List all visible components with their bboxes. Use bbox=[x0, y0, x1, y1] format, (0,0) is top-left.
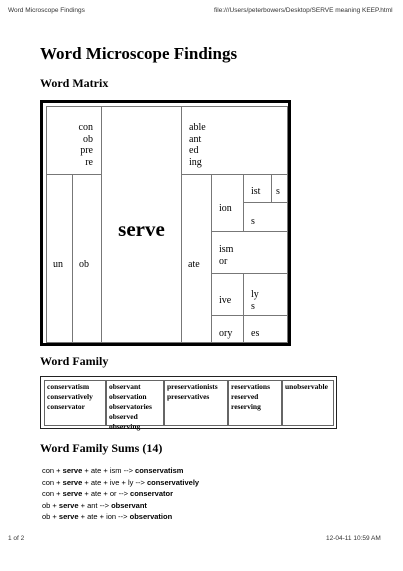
word-sum-row bbox=[42, 511, 199, 523]
matrix-suffixes-top bbox=[181, 106, 288, 175]
plus-sign: + bbox=[101, 466, 110, 475]
matrix-suffix-ive bbox=[211, 273, 244, 316]
arrow: --> bbox=[133, 477, 147, 487]
sum-result: observation bbox=[129, 512, 173, 522]
plus-sign: + bbox=[82, 466, 91, 475]
matrix-suffix: able bbox=[189, 122, 206, 133]
family-column bbox=[44, 380, 106, 426]
family-word: observed bbox=[109, 412, 138, 421]
family-word: reservations bbox=[231, 382, 271, 391]
plus-sign: + bbox=[78, 512, 88, 522]
matrix-suffix-ly-s bbox=[243, 273, 288, 316]
word-sums-list bbox=[42, 465, 199, 523]
plus-sign: + bbox=[54, 489, 63, 499]
page-title: Word Microscope Findings bbox=[40, 44, 238, 63]
plus-sign: + bbox=[101, 477, 110, 487]
word-family-table bbox=[40, 376, 337, 429]
morpheme: ive bbox=[109, 477, 120, 487]
arrow: --> bbox=[121, 466, 136, 475]
word-sum-row bbox=[42, 477, 199, 489]
morpheme: con bbox=[42, 466, 55, 475]
arrow: --> bbox=[97, 500, 112, 510]
matrix-suffix: s bbox=[276, 186, 280, 197]
family-word: conservator bbox=[47, 402, 85, 411]
arrow: --> bbox=[116, 512, 130, 522]
matrix-suffix: ing bbox=[189, 156, 202, 168]
arrow: --> bbox=[116, 489, 131, 499]
family-word: preservationists bbox=[167, 382, 218, 391]
plus-sign: + bbox=[119, 477, 128, 487]
matrix-heading: Word Matrix bbox=[40, 76, 109, 90]
morpheme: ant bbox=[87, 500, 98, 510]
matrix-prefix-ob bbox=[72, 174, 102, 343]
matrix-prefix: re bbox=[85, 156, 93, 168]
plus-sign: + bbox=[82, 489, 91, 499]
morpheme: or bbox=[109, 489, 117, 499]
morpheme: ate bbox=[90, 477, 102, 487]
morpheme: ion bbox=[106, 512, 117, 522]
family-heading: Word Family bbox=[40, 354, 109, 368]
morpheme: ly bbox=[127, 477, 134, 487]
sum-result: conservatively bbox=[146, 477, 200, 487]
matrix-prefix: ob bbox=[83, 133, 93, 145]
matrix-suffix: ant bbox=[189, 133, 202, 145]
morpheme: serve bbox=[58, 500, 79, 510]
plus-sign: + bbox=[54, 477, 63, 487]
matrix-suffix: ist bbox=[251, 186, 261, 197]
morpheme: con bbox=[42, 489, 55, 499]
sum-result: observant bbox=[111, 500, 147, 510]
morpheme: serve bbox=[62, 477, 83, 487]
matrix-suffix: s bbox=[251, 216, 255, 227]
matrix-suffix-ion bbox=[211, 174, 244, 232]
plus-sign: + bbox=[82, 477, 91, 487]
word-sum-row bbox=[42, 500, 199, 512]
morpheme: ate bbox=[90, 466, 102, 475]
plus-sign: + bbox=[50, 500, 59, 510]
word-sum-row bbox=[42, 488, 199, 500]
matrix-suffix: es bbox=[251, 328, 260, 339]
matrix-suffix-ory bbox=[211, 315, 244, 343]
morpheme: con bbox=[42, 477, 55, 487]
family-column bbox=[228, 380, 282, 426]
family-word: reserved bbox=[231, 392, 259, 401]
morpheme: ate bbox=[87, 512, 98, 522]
matrix-prefix: pre bbox=[80, 145, 93, 156]
matrix-base bbox=[101, 106, 182, 343]
print-footer-date: 12-04-11 10:59 AM bbox=[326, 535, 381, 542]
sum-result: conservator bbox=[130, 489, 173, 499]
matrix-suffix: ly bbox=[251, 289, 259, 300]
print-header-title: Word Microscope Findings bbox=[8, 7, 85, 14]
family-word: observation bbox=[109, 392, 147, 401]
morpheme: serve bbox=[58, 512, 79, 522]
family-word: unobservable bbox=[285, 382, 328, 391]
matrix-suffix-ate bbox=[181, 174, 212, 343]
family-word: reserving bbox=[231, 402, 261, 411]
morpheme: ism bbox=[109, 466, 122, 475]
matrix-prefix: un bbox=[53, 259, 63, 270]
sums-heading: Word Family Sums (14) bbox=[40, 441, 163, 455]
print-header-url: file:///Users/peterbowers/Desktop/SERVE meaning KEEP.html bbox=[214, 7, 393, 14]
matrix-suffix: ion bbox=[219, 203, 232, 214]
family-column bbox=[164, 380, 228, 426]
matrix-suffix-ist bbox=[243, 174, 272, 203]
matrix-suffix: ate bbox=[188, 259, 200, 270]
word-matrix bbox=[40, 100, 291, 346]
print-footer-page: 1 of 2 bbox=[8, 535, 25, 542]
matrix-suffix: ed bbox=[189, 145, 199, 156]
sum-result: conservatism bbox=[135, 466, 184, 475]
family-column bbox=[106, 380, 164, 431]
morpheme: ob bbox=[42, 500, 51, 510]
morpheme: serve bbox=[62, 466, 83, 475]
matrix-suffix: or bbox=[219, 255, 228, 267]
matrix-suffix-es bbox=[243, 315, 288, 343]
family-word: observant bbox=[109, 382, 141, 391]
family-word: observing bbox=[109, 422, 141, 431]
plus-sign: + bbox=[78, 500, 88, 510]
plus-sign: + bbox=[50, 512, 59, 522]
morpheme: ate bbox=[90, 489, 102, 499]
matrix-suffix-ism-or bbox=[211, 231, 288, 274]
matrix-suffix-s bbox=[243, 202, 288, 232]
matrix-prefix-un bbox=[46, 174, 73, 343]
plus-sign: + bbox=[101, 489, 110, 499]
plus-sign: + bbox=[54, 466, 63, 475]
family-word: observatories bbox=[109, 402, 152, 411]
matrix-suffix: s bbox=[251, 300, 255, 312]
matrix-prefixes-top bbox=[46, 106, 102, 175]
family-word: conservatively bbox=[47, 392, 93, 401]
family-column bbox=[282, 380, 334, 426]
morpheme: ob bbox=[42, 512, 51, 522]
plus-sign: + bbox=[97, 512, 107, 522]
family-word: preservatives bbox=[167, 392, 210, 401]
matrix-suffix-s bbox=[271, 174, 288, 203]
matrix-prefix: con bbox=[78, 122, 93, 133]
matrix-suffix: ive bbox=[219, 295, 232, 306]
matrix-prefix: ob bbox=[79, 259, 89, 270]
word-sum-row bbox=[42, 465, 199, 477]
matrix-suffix: ory bbox=[219, 328, 233, 339]
matrix-base-word: serve bbox=[118, 217, 165, 241]
family-word: conservatism bbox=[47, 382, 90, 391]
morpheme: serve bbox=[62, 489, 83, 499]
matrix-suffix: ism bbox=[219, 244, 234, 255]
